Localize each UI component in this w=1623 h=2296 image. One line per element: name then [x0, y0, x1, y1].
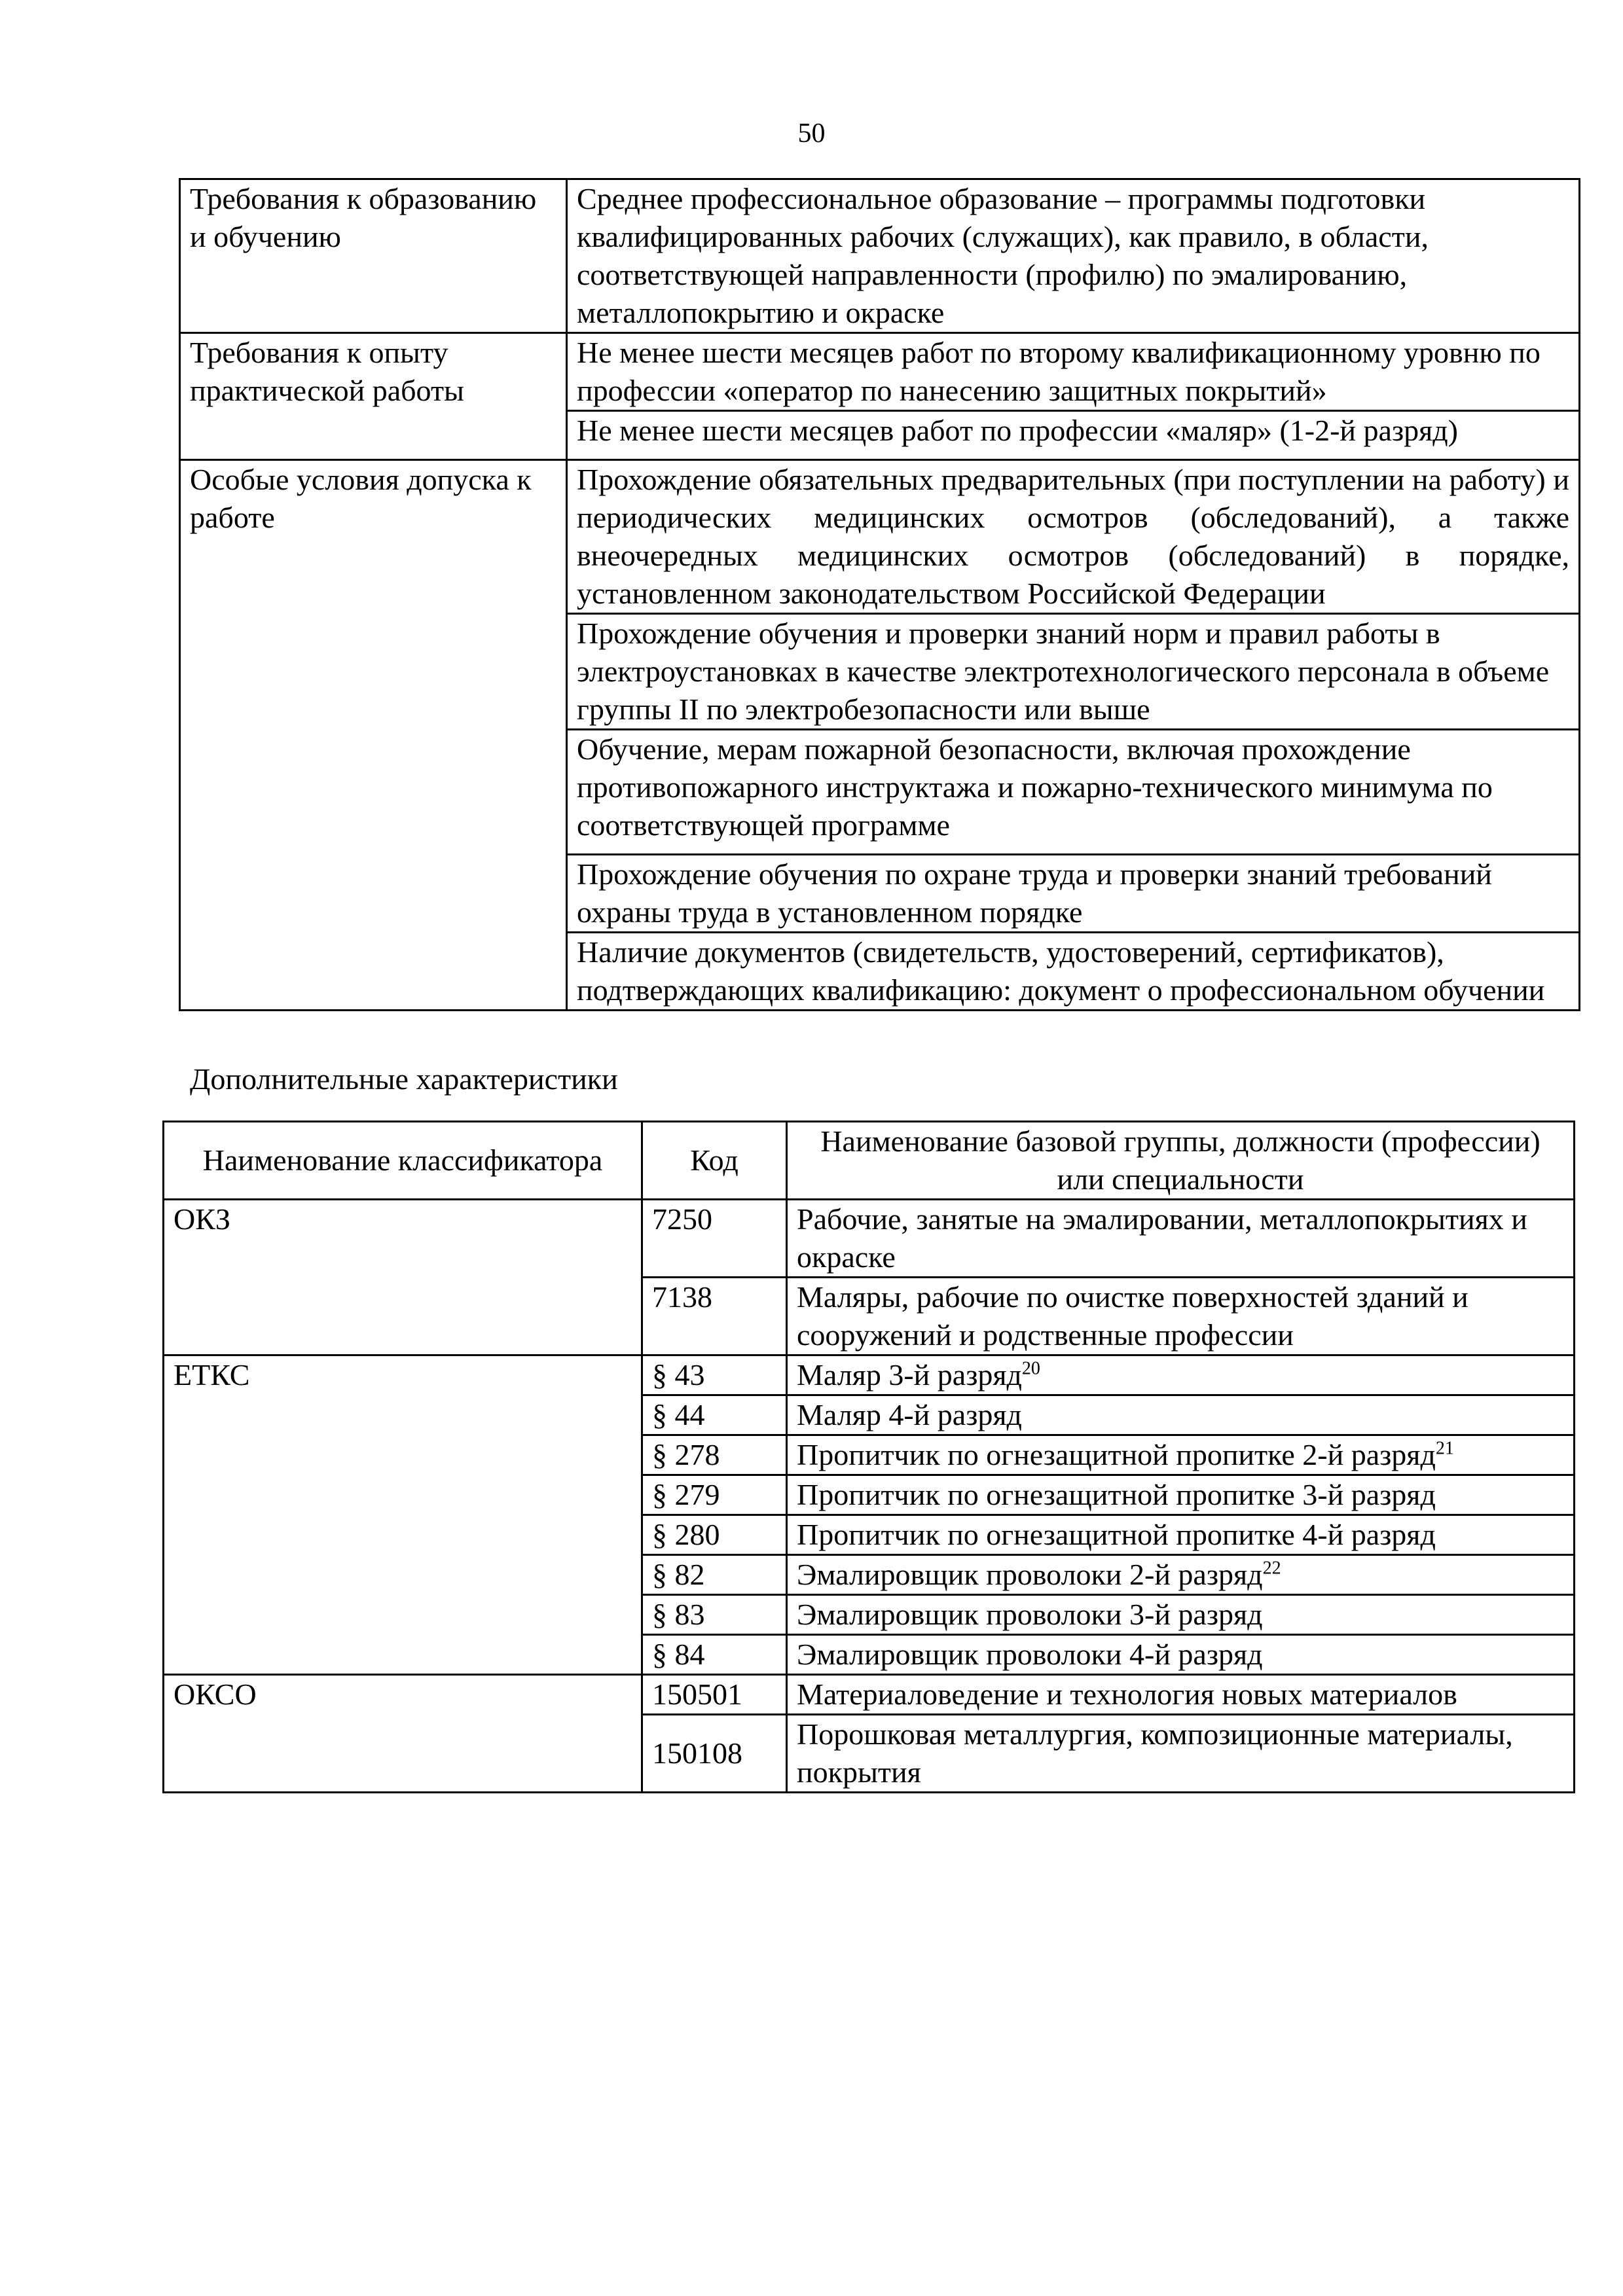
experience-item: Не менее шести месяцев работ по профессии «маляр» (1-2-й разряд): [567, 411, 1580, 460]
code-cell: § 279: [642, 1475, 787, 1515]
column-header-classifier: Наименование классификатора: [164, 1122, 642, 1200]
page-number: 50: [797, 118, 826, 149]
title-text: Эмалировщик проволоки 2-й разряд: [797, 1558, 1263, 1591]
code-cell: § 43: [642, 1355, 787, 1395]
education-label: Требования к образованию и обучению: [180, 179, 567, 333]
title-cell: Маляры, рабочие по очистке поверхностей зданий и сооружений и родственные профессии: [787, 1278, 1575, 1355]
code-cell: § 83: [642, 1595, 787, 1635]
footnote-marker: 21: [1435, 1438, 1454, 1459]
column-header-code: Код: [642, 1122, 787, 1200]
title-cell: Рабочие, занятые на эмалировании, металлопокрытиях и окраске: [787, 1200, 1575, 1278]
title-cell: [787, 1435, 1575, 1475]
footnote-marker: 22: [1262, 1558, 1281, 1579]
title-text: Пропитчик по огнезащитной пропитке 2-й разряд: [797, 1438, 1436, 1471]
conditions-item: Обучение, мерам пожарной безопасности, включая прохождение противопожарного инструктажа и пожарно-технического минимума по соответствующей программе: [567, 730, 1580, 855]
conditions-item: Прохождение обучения по охране труда и проверки знаний требований охраны труда в установленном порядке: [567, 855, 1580, 933]
table-row: [180, 460, 1580, 614]
title-cell: Материаловедение и технология новых материалов: [787, 1675, 1575, 1715]
conditions-item: Наличие документов (свидетельств, удостоверений, сертификатов), подтверждающих квалификацию: документ о профессиональном обучении: [567, 933, 1580, 1011]
column-header-title: Наименование базовой группы, должности (профессии) или специальности: [787, 1122, 1575, 1200]
title-cell: Эмалировщик проволоки 3-й разряд: [787, 1595, 1575, 1635]
title-text: Маляр 3-й разряд: [797, 1358, 1022, 1391]
footnote-marker: 20: [1021, 1358, 1040, 1379]
code-cell: 150108: [642, 1715, 787, 1793]
classifiers-table: [162, 1121, 1575, 1793]
code-cell: § 84: [642, 1635, 787, 1675]
code-cell: § 44: [642, 1395, 787, 1435]
experience-item: Не менее шести месяцев работ по второму квалификационному уровню по профессии «оператор по нанесению защитных покрытий»: [567, 333, 1580, 411]
title-cell: [787, 1355, 1575, 1395]
section-heading: Дополнительные характеристики: [190, 1062, 618, 1096]
code-cell: 7250: [642, 1200, 787, 1278]
title-cell: Пропитчик по огнезащитной пропитке 3-й разряд: [787, 1475, 1575, 1515]
title-cell: Эмалировщик проволоки 4-й разряд: [787, 1635, 1575, 1675]
table-row: [180, 179, 1580, 333]
code-cell: § 82: [642, 1555, 787, 1595]
title-cell: [787, 1555, 1575, 1595]
conditions-label: Особые условия допуска к работе: [180, 460, 567, 1011]
table-row: [164, 1675, 1575, 1715]
code-cell: 150501: [642, 1675, 787, 1715]
table-header-row: [164, 1122, 1575, 1200]
code-cell: § 280: [642, 1515, 787, 1555]
title-cell: Пропитчик по огнезащитной пропитке 4-й разряд: [787, 1515, 1575, 1555]
classifier-name-etks: ЕТКС: [164, 1355, 642, 1675]
classifier-name-okz: ОКЗ: [164, 1200, 642, 1355]
code-cell: § 278: [642, 1435, 787, 1475]
education-text: Среднее профессиональное образование – программы подготовки квалифицированных рабочих (служащих), как правило, в области, соответствующей направленности (профилю) по эмалированию, металлопокрытию и окраске: [567, 179, 1580, 333]
title-cell: Порошковая металлургия, композиционные материалы, покрытия: [787, 1715, 1575, 1793]
conditions-item: Прохождение обязательных предварительных (при поступлении на работу) и периодических медицинских осмотров (обследований), а также внеочередных медицинских осмотров (обследований) в порядке, установленном законодательством Российской Федерации: [567, 460, 1580, 614]
title-cell: Маляр 4-й разряд: [787, 1395, 1575, 1435]
requirements-table: [179, 178, 1580, 1011]
table-row: [180, 333, 1580, 411]
classifier-name-okso: ОКСО: [164, 1675, 642, 1793]
conditions-item: Прохождение обучения и проверки знаний норм и правил работы в электроустановках в качестве электротехнологического персонала в объеме группы II по электробезопасности или выше: [567, 614, 1580, 730]
experience-label: Требования к опыту практической работы: [180, 333, 567, 460]
table-row: [164, 1200, 1575, 1278]
table-row: [164, 1355, 1575, 1395]
code-cell: 7138: [642, 1278, 787, 1355]
